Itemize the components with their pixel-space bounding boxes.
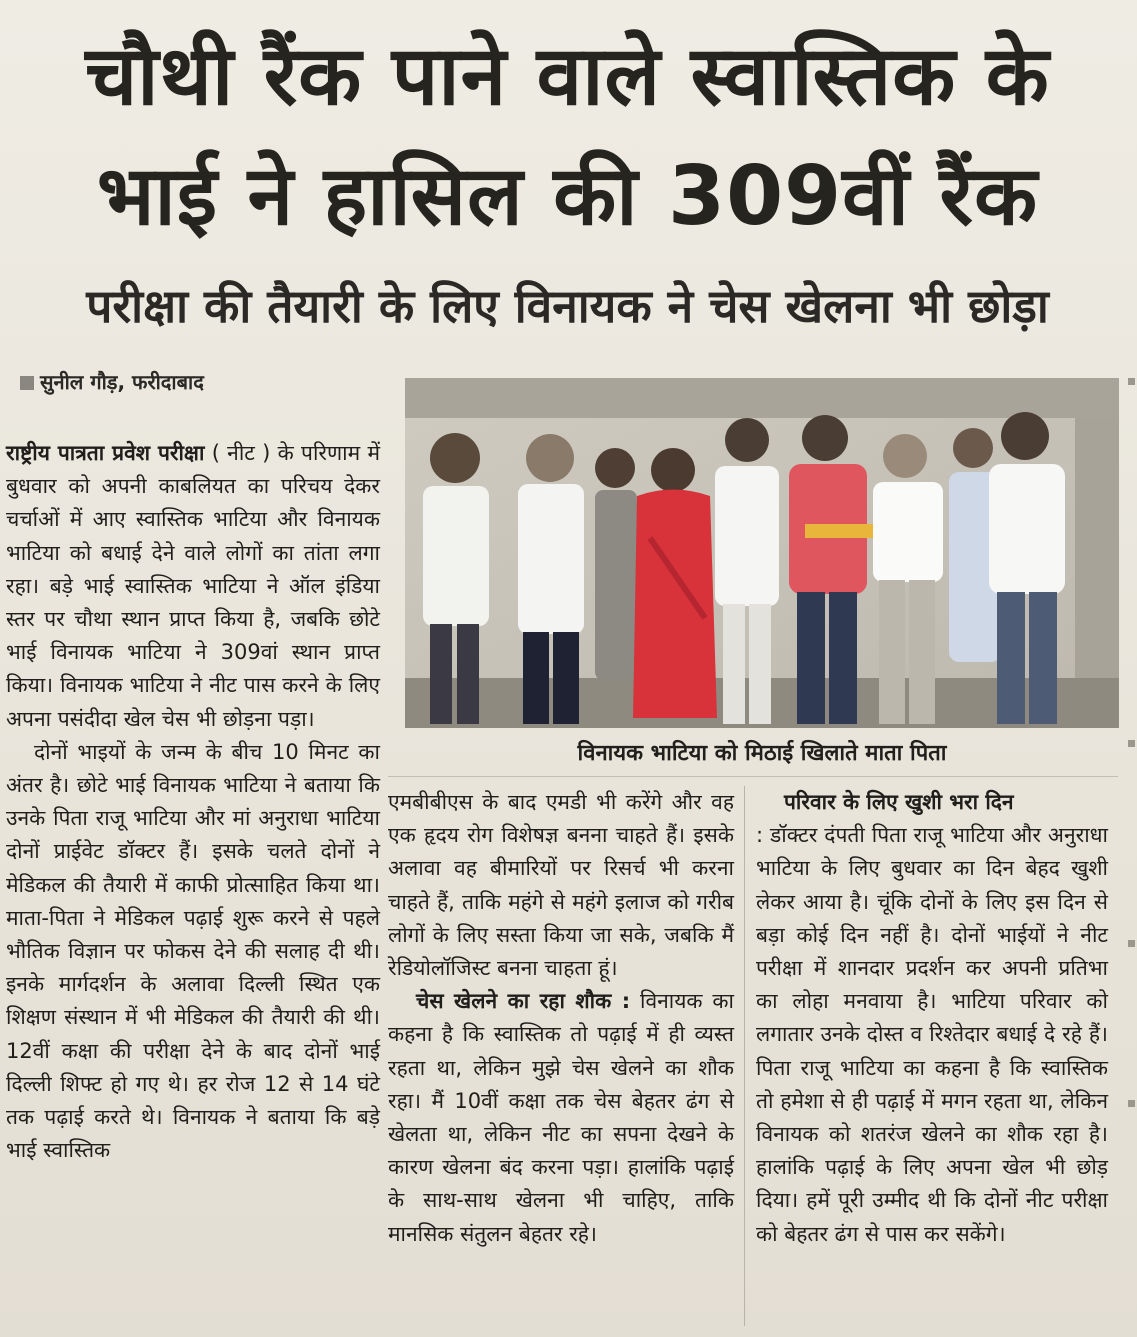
byline-square-icon xyxy=(20,376,34,390)
column-divider xyxy=(744,786,745,1326)
byline-text: सुनील गौड़, फरीदाबाद xyxy=(40,370,204,394)
article-column-2 xyxy=(388,786,734,1251)
headline-line-2: भाई ने हासिल की 309वीं रैंक xyxy=(96,149,1039,244)
col3-subhead: परिवार के लिए खुशी भरा दिन xyxy=(784,790,1014,814)
col3-paragraph-1: : डॉक्टर दंपती पिता राजू भाटिया और अनुराधा भाटिया के लिए बुधवार का दिन बेहद खुशी लेकर आया है। चूंकि दोनों के लिए इस दिन से बड़ा कोई दिन नहीं है। दोनों भाईयों ने नीट परीक्षा में शानदार प्रदर्शन कर अपनी प्रतिभा का लोहा मनवाया है। भाटिया परिवार को लगातार उनके दोस्त व रिश्तेदार बधाई दे रहे हैं। पिता राजू भाटिया का कहना है कि स्वास्तिक तो हमेशा से ही पढ़ाई में मगन रहता था, लेकिन विनायक को शतरंज खेलने का शौक रहा है। हालांकि पढ़ाई के लिए अपना खेल भी छोड़ दिया। हमें पूरी उम्मीद थी कि दोनों नीट परीक्षा को बेहतर ढंग से पास कर सकेंगे। xyxy=(756,823,1108,1246)
col1-paragraph-2: दोनों भाइयों के जन्म के बीच 10 मिनट का अंतर है। छोटे भाई विनायक भाटिया ने बताया कि उनके पिता राजू भाटिया और मां अनुराधा भाटिया दोनों प्राईवेट डॉक्टर हैं। इसके चलते दोनों ने मेडिकल की तैयारी में काफी प्रोत्साहित किया था। माता-पिता ने मेडिकल पढ़ाई शुरू करने से पहले भौतिक विज्ञान पर फोकस देने की सलाह दी थी। इनके मार्गदर्शन के अलावा दिल्ली स्थित एक शिक्षण संस्थान में भी मेडिकल की तैयारी की थी। 12वीं कक्षा की परीक्षा देने के बाद दोनों भाई दिल्ली शिफ्ट हो गए थे। हर रोज 12 से 14 घंटे तक पढ़ाई करते थे। विनायक ने बताया कि बड़े भाई स्वास्तिक xyxy=(6,739,380,1163)
margin-mark xyxy=(1128,940,1135,947)
caption-divider xyxy=(388,776,1118,777)
margin-mark xyxy=(1128,1100,1135,1107)
col1-paragraph-1 xyxy=(6,437,380,736)
headline-line-1: चौथी रैंक पाने वाले स्वास्तिक के xyxy=(85,29,1050,124)
photo-caption: विनायक भाटिया को मिठाई खिलाते माता पिता xyxy=(577,741,947,766)
article-column-3 xyxy=(756,786,1108,1251)
col2-paragraph-2 xyxy=(388,985,734,1251)
margin-mark xyxy=(1128,740,1135,747)
margin-mark xyxy=(1128,378,1135,385)
news-photo xyxy=(405,378,1119,728)
photo-illustration xyxy=(405,378,1119,728)
subheadline: परीक्षा की तैयारी के लिए विनायक ने चेस खेलना भी छोड़ा xyxy=(86,279,1049,333)
byline xyxy=(20,368,204,395)
col2-paragraph-1: एमबीबीएस के बाद एमडी भी करेंगे और वह एक हृदय रोग विशेषज्ञ बनना चाहते हैं। इसके अलावा वह बीमारियों पर रिसर्च भी करना चाहते हैं, ताकि महंगे से महंगे इलाज को गरीब लोगों के लिए सस्ता किया जा सके, जबकि मैं रेडियोलॉजिस्ट बनना चाहता हूं। xyxy=(388,790,734,981)
col1-lead: राष्ट्रीय पात्रता प्रवेश परीक्षा xyxy=(6,441,205,465)
col2-subhead: चेस खेलने का रहा शौक : xyxy=(416,989,631,1014)
col1-para1-text: ( नीट ) के परिणाम में बुधवार को अपनी काबलियत का परिचय देकर चर्चाओं में आए स्वास्तिक भाटिया और विनायक भाटिया को बधाई देने वाले लोगों का तांता लगा रहा। बड़े भाई स्वास्तिक भाटिया ने ऑल इंडिया स्तर पर चौथा स्थान प्राप्त किया है, जबकि छोटे भाई विनायक भाटिया ने 309वां स्थान प्राप्त किया। विनायक भाटिया ने नीट पास करने के लिए अपना पसंदीदा खेल चेस भी छोड़ना पड़ा। xyxy=(6,441,380,731)
col2-para2-text: विनायक का कहना है कि स्वास्तिक तो पढ़ाई में ही व्यस्त रहता था, लेकिन मुझे चेस खेलने का शौक रहा। मैं 10वीं कक्षा तक चेस बेहतर ढंग से खेलता था, लेकिन नीट का सपना देखने के कारण खेलना बंद करना पड़ा। हालांकि पढ़ाई के साथ-साथ खेलना भी चाहिए, ताकि मानसिक संतुलन बेहतर रहे। xyxy=(388,989,734,1246)
sweet-box xyxy=(805,524,875,538)
article-column-1 xyxy=(6,437,380,1167)
